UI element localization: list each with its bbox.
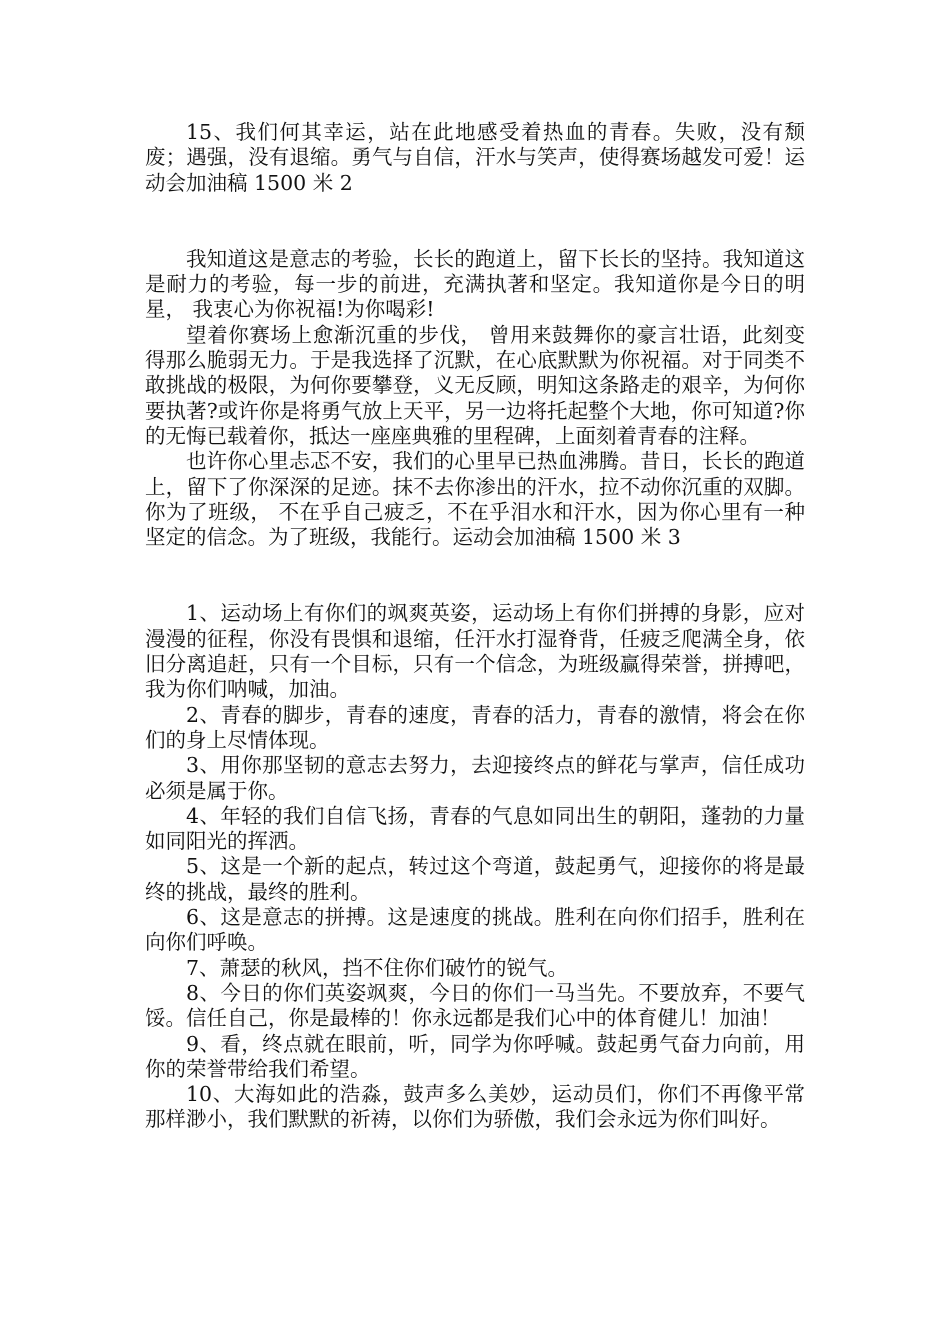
list-item-2: 2、青春的脚步，青春的速度，青春的活力，青春的激情，将会在你们的身上尽情体现。: [145, 702, 805, 752]
list-item-7: 7、萧瑟的秋风，挡不住你们破竹的锐气。: [186, 955, 569, 980]
list-item-10: 10、大海如此的浩淼，鼓声多么美妙，运动员们，你们不再像平常那样渺小，我们默默的祈祷，以你们为骄傲，我们会永远为你们叫好。: [145, 1082, 805, 1132]
section-gap: [145, 550, 805, 601]
paragraph-15: 15、我们何其幸运，站在此地感受着热血的青春。失败，没有颓废；遇强，没有退缩。勇气与自信，汗水与笑声，使得赛场越发可爱！运动会加油稿 1500 米 2: [145, 120, 805, 195]
list-item-3: 3、用你那坚韧的意志去努力，去迎接终点的鲜花与掌声，信任成功必须是属于你。: [145, 753, 805, 803]
list-item-9: 9、看，终点就在眼前，听，同学为你呼喊。鼓起勇气奋力向前，用你的荣誉带给我们希望。: [145, 1031, 805, 1081]
paragraph-perhaps-nervous: 也许你心里忐忑不安，我们的心里早已热血沸腾。昔日，长长的跑道上，留下了你深深的足迹。抹不去你渗出的汗水，拉不动你沉重的双脚。你为了班级， 不在乎自己疲乏，不在乎泪水和汗水，因为你心里有一种坚定的信念。为了班级，我能行。运动会加油稿 1500 米 3: [145, 449, 805, 550]
paragraph-will-test: 我知道这是意志的考验，长长的跑道上，留下长长的坚持。我知道这是耐力的考验，每一步的前进，充满执著和坚定。我知道你是今日的明星， 我衷心为你祝福!为你喝彩!: [145, 246, 805, 322]
list-item-4: 4、年轻的我们自信飞扬，青春的气息如同出生的朝阳，蓬勃的力量如同阳光的挥洒。: [145, 803, 805, 854]
section-gap: [145, 196, 805, 247]
list-item-5: 5、这是一个新的起点，转过这个弯道，鼓起勇气，迎接你的将是最终的挑战，最终的胜利。: [145, 854, 805, 904]
list-item-6: 6、这是意志的拼搏。这是速度的挑战。胜利在向你们招手，胜利在向你们呼唤。: [145, 905, 805, 955]
paragraph-watching-steps: 望着你赛场上愈渐沉重的步伐， 曾用来鼓舞你的豪言壮语，此刻变得那么脆弱无力。于是我选择了沉默，在心底默默为你祝福。对于同类不敢挑战的极限，为何你要攀登，义无反顾，明知这条路走的艰辛，为何你要执著?或许你是将勇气放上天平，另一边将托起整个大地，你可知道?你的无悔已载着你，抵达一座座典雅的里程碑，上面刻着青春的注释。: [145, 322, 805, 448]
list-item-1: 1、运动场上有你们的飒爽英姿，运动场上有你们拼搏的身影，应对漫漫的征程，你没有畏惧和退缩，任汗水打湿脊背，任疲乏爬满全身，依旧分离追赶，只有一个目标，只有一个信念，为班级赢得荣誉，拼搏吧，我为你们呐喊，加油。: [145, 601, 805, 702]
list-item-8: 8、今日的你们英姿飒爽，今日的你们一马当先。不要放弃，不要气馁。信任自己，你是最棒的！你永远都是我们心中的体育健儿！加油！: [145, 980, 805, 1031]
document-body: [145, 120, 805, 1133]
